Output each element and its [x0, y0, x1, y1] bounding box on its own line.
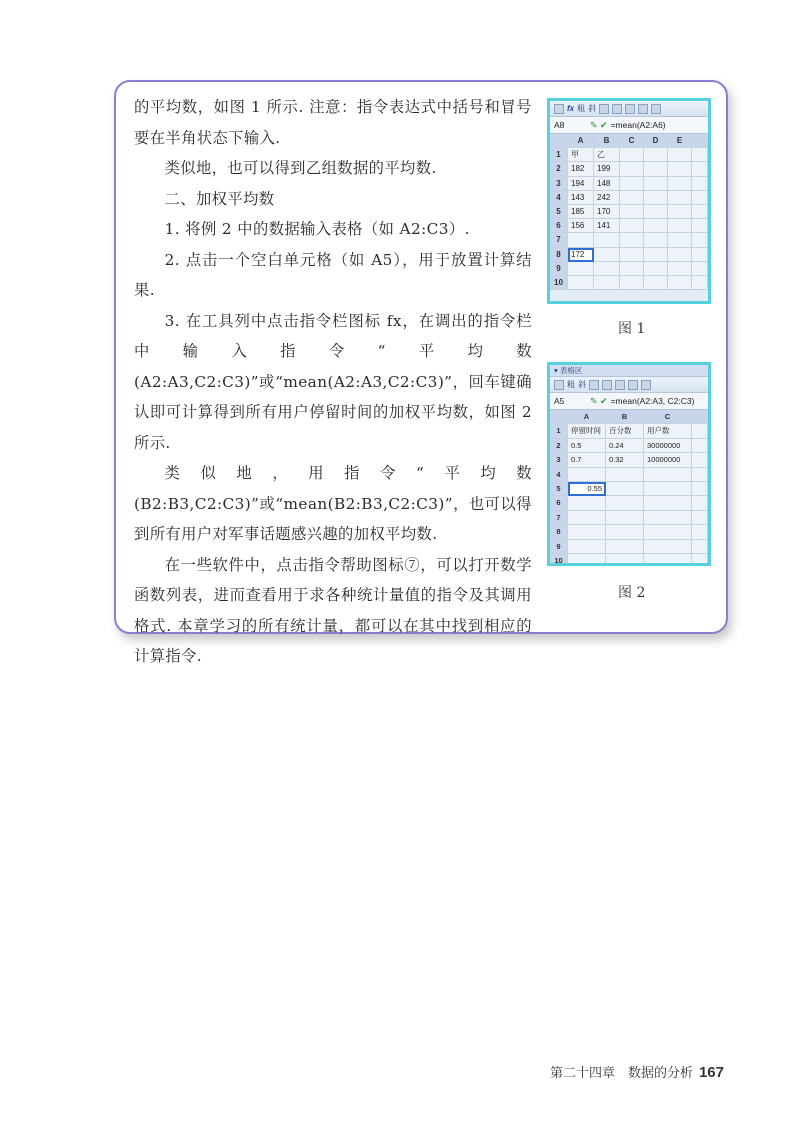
dropdown-icon[interactable]: [554, 380, 564, 390]
column-header[interactable]: C: [620, 134, 644, 148]
table-cell[interactable]: [644, 191, 668, 205]
table-cell[interactable]: 0.24: [606, 439, 644, 453]
paragraph: 的平均数，如图 1 所示. 注意：指令表达式中括号和冒号要在半角状态下输入.: [134, 98, 532, 147]
row-header[interactable]: 9: [550, 540, 568, 554]
fill-color-icon[interactable]: [638, 104, 648, 114]
row-header[interactable]: 10: [550, 554, 568, 563]
table-cell[interactable]: [644, 496, 692, 510]
corner-cell[interactable]: [550, 134, 568, 148]
row-header[interactable]: 5: [550, 205, 568, 219]
table-cell[interactable]: [692, 148, 708, 162]
cell-reference[interactable]: A5: [554, 396, 565, 406]
table-cell[interactable]: 用户数: [644, 424, 692, 438]
table-cell[interactable]: [692, 511, 708, 525]
row-header[interactable]: 3: [550, 453, 568, 467]
table-cell[interactable]: [644, 276, 668, 290]
section-heading: 二、加权平均数: [164, 189, 275, 208]
table-cell[interactable]: [620, 248, 644, 262]
table-cell[interactable]: [620, 262, 644, 276]
align-center-icon[interactable]: [602, 380, 612, 390]
table-cell[interactable]: [668, 233, 692, 247]
table-cell[interactable]: 0.55: [568, 482, 606, 496]
table-cell[interactable]: 甲: [568, 148, 594, 162]
table-cell[interactable]: [644, 540, 692, 554]
cell-reference[interactable]: A8: [554, 120, 565, 130]
figure-1-screenshot: [547, 98, 711, 304]
table-cell[interactable]: 10000000: [644, 453, 692, 467]
table-cell[interactable]: [644, 219, 668, 233]
paragraph: 类似地，用指令“平均数(B2:B3,C2:C3)”或“mean(B2:B3,C2:C3)”，也可以得到所有用户对军事话题感兴趣的加权平均数.: [134, 464, 532, 543]
fx-icon[interactable]: fx: [567, 104, 575, 113]
table-cell[interactable]: [692, 262, 708, 276]
align-left-icon[interactable]: [599, 104, 609, 114]
column-header[interactable]: D: [644, 134, 668, 148]
spreadsheet-grid: [550, 410, 708, 563]
bold-button[interactable]: 粗: [577, 104, 586, 113]
spreadsheet-grid: [550, 134, 708, 290]
table-cell[interactable]: [620, 233, 644, 247]
table-cell[interactable]: [668, 191, 692, 205]
table-cell[interactable]: [668, 148, 692, 162]
figure-2-screenshot: [547, 362, 711, 566]
row-header[interactable]: 7: [550, 511, 568, 525]
table-cell[interactable]: 156: [568, 219, 594, 233]
table-cell[interactable]: 0.5: [568, 439, 606, 453]
table-cell[interactable]: [620, 162, 644, 176]
table-cell[interactable]: [644, 162, 668, 176]
table-cell[interactable]: [644, 554, 692, 563]
formula-input[interactable]: =mean(A2:A6): [610, 120, 666, 130]
table-cell[interactable]: [606, 540, 644, 554]
align-left-icon[interactable]: [589, 380, 599, 390]
confirm-check-icon[interactable]: ✎ ✔: [590, 119, 608, 130]
spreadsheet-toolbar: [550, 377, 708, 393]
table-cell[interactable]: [620, 191, 644, 205]
border-icon[interactable]: [641, 380, 651, 390]
table-cell[interactable]: [594, 233, 620, 247]
table-cell[interactable]: [644, 148, 668, 162]
column-header: [692, 410, 708, 424]
column-header[interactable]: A: [568, 410, 606, 424]
table-cell[interactable]: 141: [594, 219, 620, 233]
column-header[interactable]: E: [668, 134, 692, 148]
table-cell[interactable]: [692, 162, 708, 176]
column-header[interactable]: B: [606, 410, 644, 424]
row-header[interactable]: 4: [550, 191, 568, 205]
table-cell[interactable]: 182: [568, 162, 594, 176]
table-cell[interactable]: 143: [568, 191, 594, 205]
table-cell[interactable]: [668, 276, 692, 290]
paragraph: 1. 将例 2 中的数据输入表格（如 A2:C3）.: [164, 220, 470, 238]
row-header[interactable]: 7: [550, 233, 568, 247]
table-cell[interactable]: 0.7: [568, 453, 606, 467]
table-cell[interactable]: [568, 511, 606, 525]
table-cell[interactable]: [644, 248, 668, 262]
table-cell[interactable]: [568, 262, 594, 276]
row-header[interactable]: 2: [550, 439, 568, 453]
table-cell[interactable]: 百分数: [606, 424, 644, 438]
table-cell[interactable]: [568, 525, 606, 539]
table-cell[interactable]: [692, 424, 708, 438]
table-cell[interactable]: 172: [568, 248, 594, 262]
table-cell[interactable]: [692, 205, 708, 219]
row-header[interactable]: 6: [550, 496, 568, 510]
table-cell[interactable]: [620, 177, 644, 191]
table-cell[interactable]: [644, 468, 692, 482]
table-cell[interactable]: [606, 496, 644, 510]
table-cell[interactable]: 乙: [594, 148, 620, 162]
page-number: 167: [698, 1064, 724, 1081]
table-cell[interactable]: [692, 219, 708, 233]
row-header[interactable]: 8: [550, 248, 568, 262]
formula-bar: [550, 117, 708, 134]
row-header[interactable]: 8: [550, 525, 568, 539]
row-header[interactable]: 4: [550, 468, 568, 482]
table-cell[interactable]: [668, 162, 692, 176]
row-header[interactable]: 1: [550, 424, 568, 438]
bold-button[interactable]: 粗: [567, 380, 575, 389]
table-cell[interactable]: [668, 248, 692, 262]
column-header[interactable]: A: [568, 134, 594, 148]
page-footer: [550, 1062, 724, 1081]
table-cell[interactable]: [568, 496, 606, 510]
table-cell[interactable]: [692, 276, 708, 290]
table-cell[interactable]: [692, 233, 708, 247]
border-icon[interactable]: [651, 104, 661, 114]
table-cell[interactable]: 170: [594, 205, 620, 219]
table-cell[interactable]: [606, 525, 644, 539]
table-cell[interactable]: [568, 233, 594, 247]
table-cell[interactable]: [692, 554, 708, 563]
table-cell[interactable]: [692, 525, 708, 539]
table-cell[interactable]: [606, 554, 644, 563]
table-cell[interactable]: [668, 262, 692, 276]
table-cell[interactable]: [644, 262, 668, 276]
table-cell[interactable]: [644, 177, 668, 191]
italic-button[interactable]: 斜: [578, 380, 586, 389]
body-text: [134, 92, 532, 672]
row-header[interactable]: 6: [550, 219, 568, 233]
table-cell[interactable]: 148: [594, 177, 620, 191]
fill-color-icon[interactable]: [628, 380, 638, 390]
align-center-icon[interactable]: [612, 104, 622, 114]
table-cell[interactable]: [692, 439, 708, 453]
row-header[interactable]: 2: [550, 162, 568, 176]
row-header[interactable]: 1: [550, 148, 568, 162]
table-cell[interactable]: [620, 205, 644, 219]
table-cell[interactable]: [644, 482, 692, 496]
paragraph: 在一些软件中，点击指令帮助图标⑦，可以打开数学函数列表，进而查看用于求各种统计量值的指令及其调用格式. 本章学习的所有统计量，都可以在其中找到相应的计算指令.: [134, 555, 532, 665]
row-header[interactable]: 10: [550, 276, 568, 290]
table-cell[interactable]: [692, 453, 708, 467]
table-cell[interactable]: 242: [594, 191, 620, 205]
formula-bar: [550, 393, 708, 410]
table-cell[interactable]: [606, 468, 644, 482]
table-cell[interactable]: [606, 482, 644, 496]
table-cell[interactable]: [668, 177, 692, 191]
figure-2-caption: 图 2: [618, 585, 646, 601]
paragraph: 3. 在工具列中点击指令栏图标 fx，在调出的指令栏中输入指令“平均数(A2:A3,C2:C3)”或“mean(A2:A3,C2:C3)”，回车键确认即可计算得到所有用户停留时间的加权平均数，如图 2 所示.: [134, 311, 532, 452]
table-cell[interactable]: [620, 148, 644, 162]
table-cell[interactable]: [568, 276, 594, 290]
figure-1-caption: 图 1: [618, 321, 646, 337]
dropdown-icon[interactable]: [554, 104, 564, 114]
table-cell[interactable]: 199: [594, 162, 620, 176]
table-cell[interactable]: 185: [568, 205, 594, 219]
table-cell[interactable]: [594, 276, 620, 290]
table-cell[interactable]: [692, 177, 708, 191]
table-cell[interactable]: [606, 511, 644, 525]
table-cell[interactable]: 194: [568, 177, 594, 191]
spreadsheet-toolbar: [550, 101, 708, 117]
column-header[interactable]: B: [594, 134, 620, 148]
table-cell[interactable]: [644, 525, 692, 539]
chapter-title: 第二十四章 数据的分析: [549, 1066, 693, 1081]
table-cell[interactable]: [594, 248, 620, 262]
row-header[interactable]: 5: [550, 482, 568, 496]
table-panel-title[interactable]: ▾ 表格区: [550, 365, 708, 377]
table-cell[interactable]: [644, 205, 668, 219]
table-cell[interactable]: 停留时间: [568, 424, 606, 438]
table-cell[interactable]: [668, 219, 692, 233]
table-cell[interactable]: 0.32: [606, 453, 644, 467]
table-cell[interactable]: [668, 205, 692, 219]
table-cell[interactable]: [692, 482, 708, 496]
table-cell[interactable]: [692, 540, 708, 554]
table-cell[interactable]: [568, 540, 606, 554]
table-cell[interactable]: [692, 496, 708, 510]
paragraph: 2. 点击一个空白单元格（如 A5），用于放置计算结果.: [134, 250, 532, 299]
column-header[interactable]: C: [644, 410, 692, 424]
table-cell[interactable]: [644, 233, 668, 247]
confirm-check-icon[interactable]: ✎ ✔: [590, 395, 608, 406]
table-cell[interactable]: [692, 191, 708, 205]
column-header: [692, 134, 708, 148]
table-cell[interactable]: [692, 248, 708, 262]
row-header[interactable]: 9: [550, 262, 568, 276]
italic-button[interactable]: 斜: [588, 104, 597, 113]
table-cell[interactable]: [594, 262, 620, 276]
row-header[interactable]: 3: [550, 177, 568, 191]
table-cell[interactable]: 30000000: [644, 439, 692, 453]
table-cell[interactable]: [568, 468, 606, 482]
paragraph: 类似地，也可以得到乙组数据的平均数.: [164, 159, 437, 177]
table-cell[interactable]: [644, 511, 692, 525]
table-cell[interactable]: [568, 554, 606, 563]
align-right-icon[interactable]: [615, 380, 625, 390]
formula-input[interactable]: =mean(A2:A3, C2:C3): [610, 396, 695, 406]
corner-cell[interactable]: [550, 410, 568, 424]
align-right-icon[interactable]: [625, 104, 635, 114]
table-cell[interactable]: [692, 468, 708, 482]
table-cell[interactable]: [620, 276, 644, 290]
table-cell[interactable]: [620, 219, 644, 233]
